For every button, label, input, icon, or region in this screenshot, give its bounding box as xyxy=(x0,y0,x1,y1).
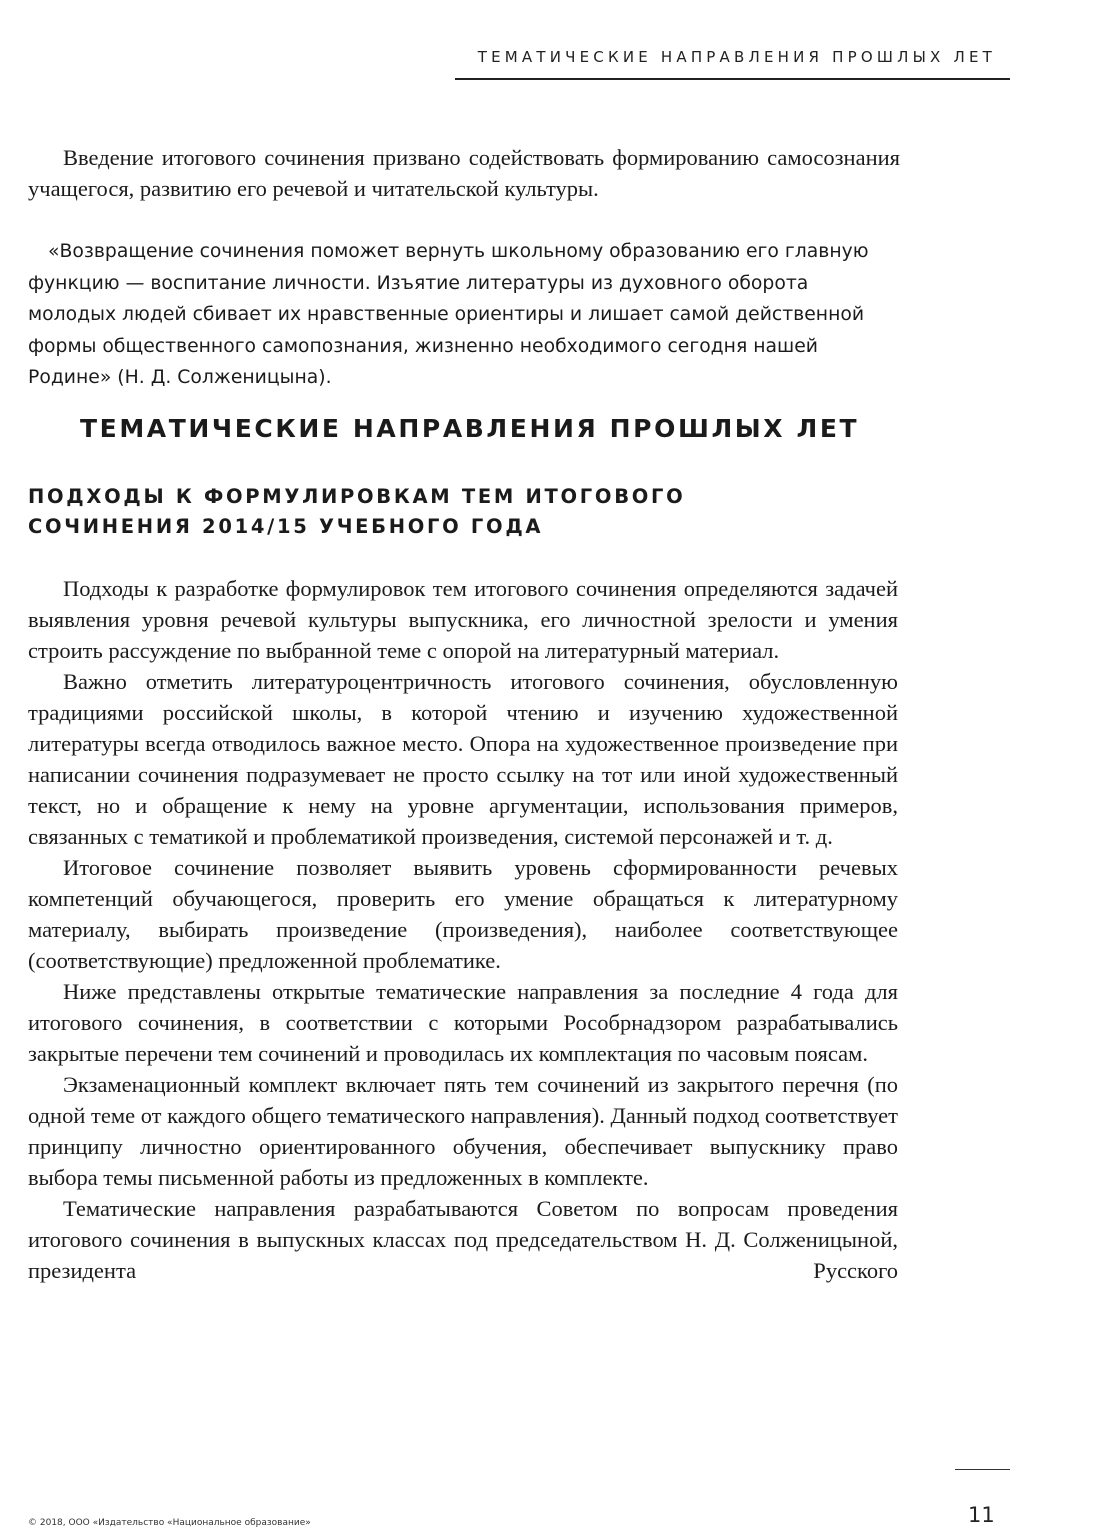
subsection-title-line-2: СОЧИНЕНИЯ 2014/15 УЧЕБНОГО ГОДА xyxy=(28,515,544,538)
section-title: ТЕМАТИЧЕСКИЕ НАПРАВЛЕНИЯ ПРОШЛЫХ ЛЕТ xyxy=(80,414,860,443)
body-text xyxy=(28,573,898,1286)
paragraph-2: Важно отметить литературоцентричность итогового сочинения, обусловленную традициями российской школы, в которой чтению и изучению художественной литературы всегда отводилось важное место. Опора на художественное произведение при написании сочинения подразумевает не просто ссылку на тот или иной художественный текст, но и обращение к нему на уровне аргументации, использования примеров, связанных с тематикой и проблематикой произведения, системой персонажей и т. д. xyxy=(28,669,898,849)
paragraph-5: Экзаменационный комплект включает пять тем сочинений из закрытого перечня (по одной теме от каждого общего тематического направления). Данный подход соответствует принципу личностно ориентированного обучения, обеспечивает выпускнику право выбора темы письменной работы из предложенных в комплекте. xyxy=(28,1072,898,1190)
copyright-notice: © 2018, ООО «Издательство «Национальное образование» xyxy=(28,1518,311,1528)
paragraph-6: Тематические направления разрабатываются Советом по вопросам проведения итогового сочинения в выпускных классах под председательством Н. Д. Солженицыной, президента Русского xyxy=(28,1196,898,1283)
paragraph-4: Ниже представлены открытые тематические направления за последние 4 года для итогового сочинения, в соответствии с которыми Рособрнадзором разрабатывались закрытые перечени тем сочинений и проводилась их комплектация по часовым поясам. xyxy=(28,979,898,1066)
quote-paragraph: «Возвращение сочинения поможет вернуть школьному образованию его главную функцию — воспитание личности. Изъятие литературы из духовного оборота молодых людей сбивает их нравственные ориентиры и лишает самой действенной формы общественного самопознания, жизненно необходимого сегодня нашей Родине» (Н. Д. Солженицына). xyxy=(28,241,869,388)
footer-rule xyxy=(955,1469,1010,1470)
subsection-title-line-1: ПОДХОДЫ К ФОРМУЛИРОВКАМ ТЕМ ИТОГОВОГО xyxy=(28,485,686,508)
page-number: 11 xyxy=(968,1503,995,1527)
running-header xyxy=(455,48,1010,80)
subsection-title xyxy=(28,482,685,542)
intro-paragraph: Введение итогового сочинения призвано содействовать формированию самосознания учащегося, развитию его речевой и читательской культуры. xyxy=(28,145,900,201)
paragraph-1: Подходы к разработке формулировок тем итогового сочинения определяются задачей выявления уровня речевой культуры выпускника, его личностной зрелости и умения строить рассуждение по выбранной теме с опорой на литературный материал. xyxy=(28,576,898,663)
running-title: ТЕМАТИЧЕСКИЕ НАПРАВЛЕНИЯ ПРОШЛЫХ ЛЕТ xyxy=(477,48,996,66)
paragraph-3: Итоговое сочинение позволяет выявить уровень сформированности речевых компетенций обучающегося, проверить его умение обращаться к литературному материалу, выбирать произведение (произведения), наиболее соответствующее (соответствующие) предложенной проблематике. xyxy=(28,855,898,973)
